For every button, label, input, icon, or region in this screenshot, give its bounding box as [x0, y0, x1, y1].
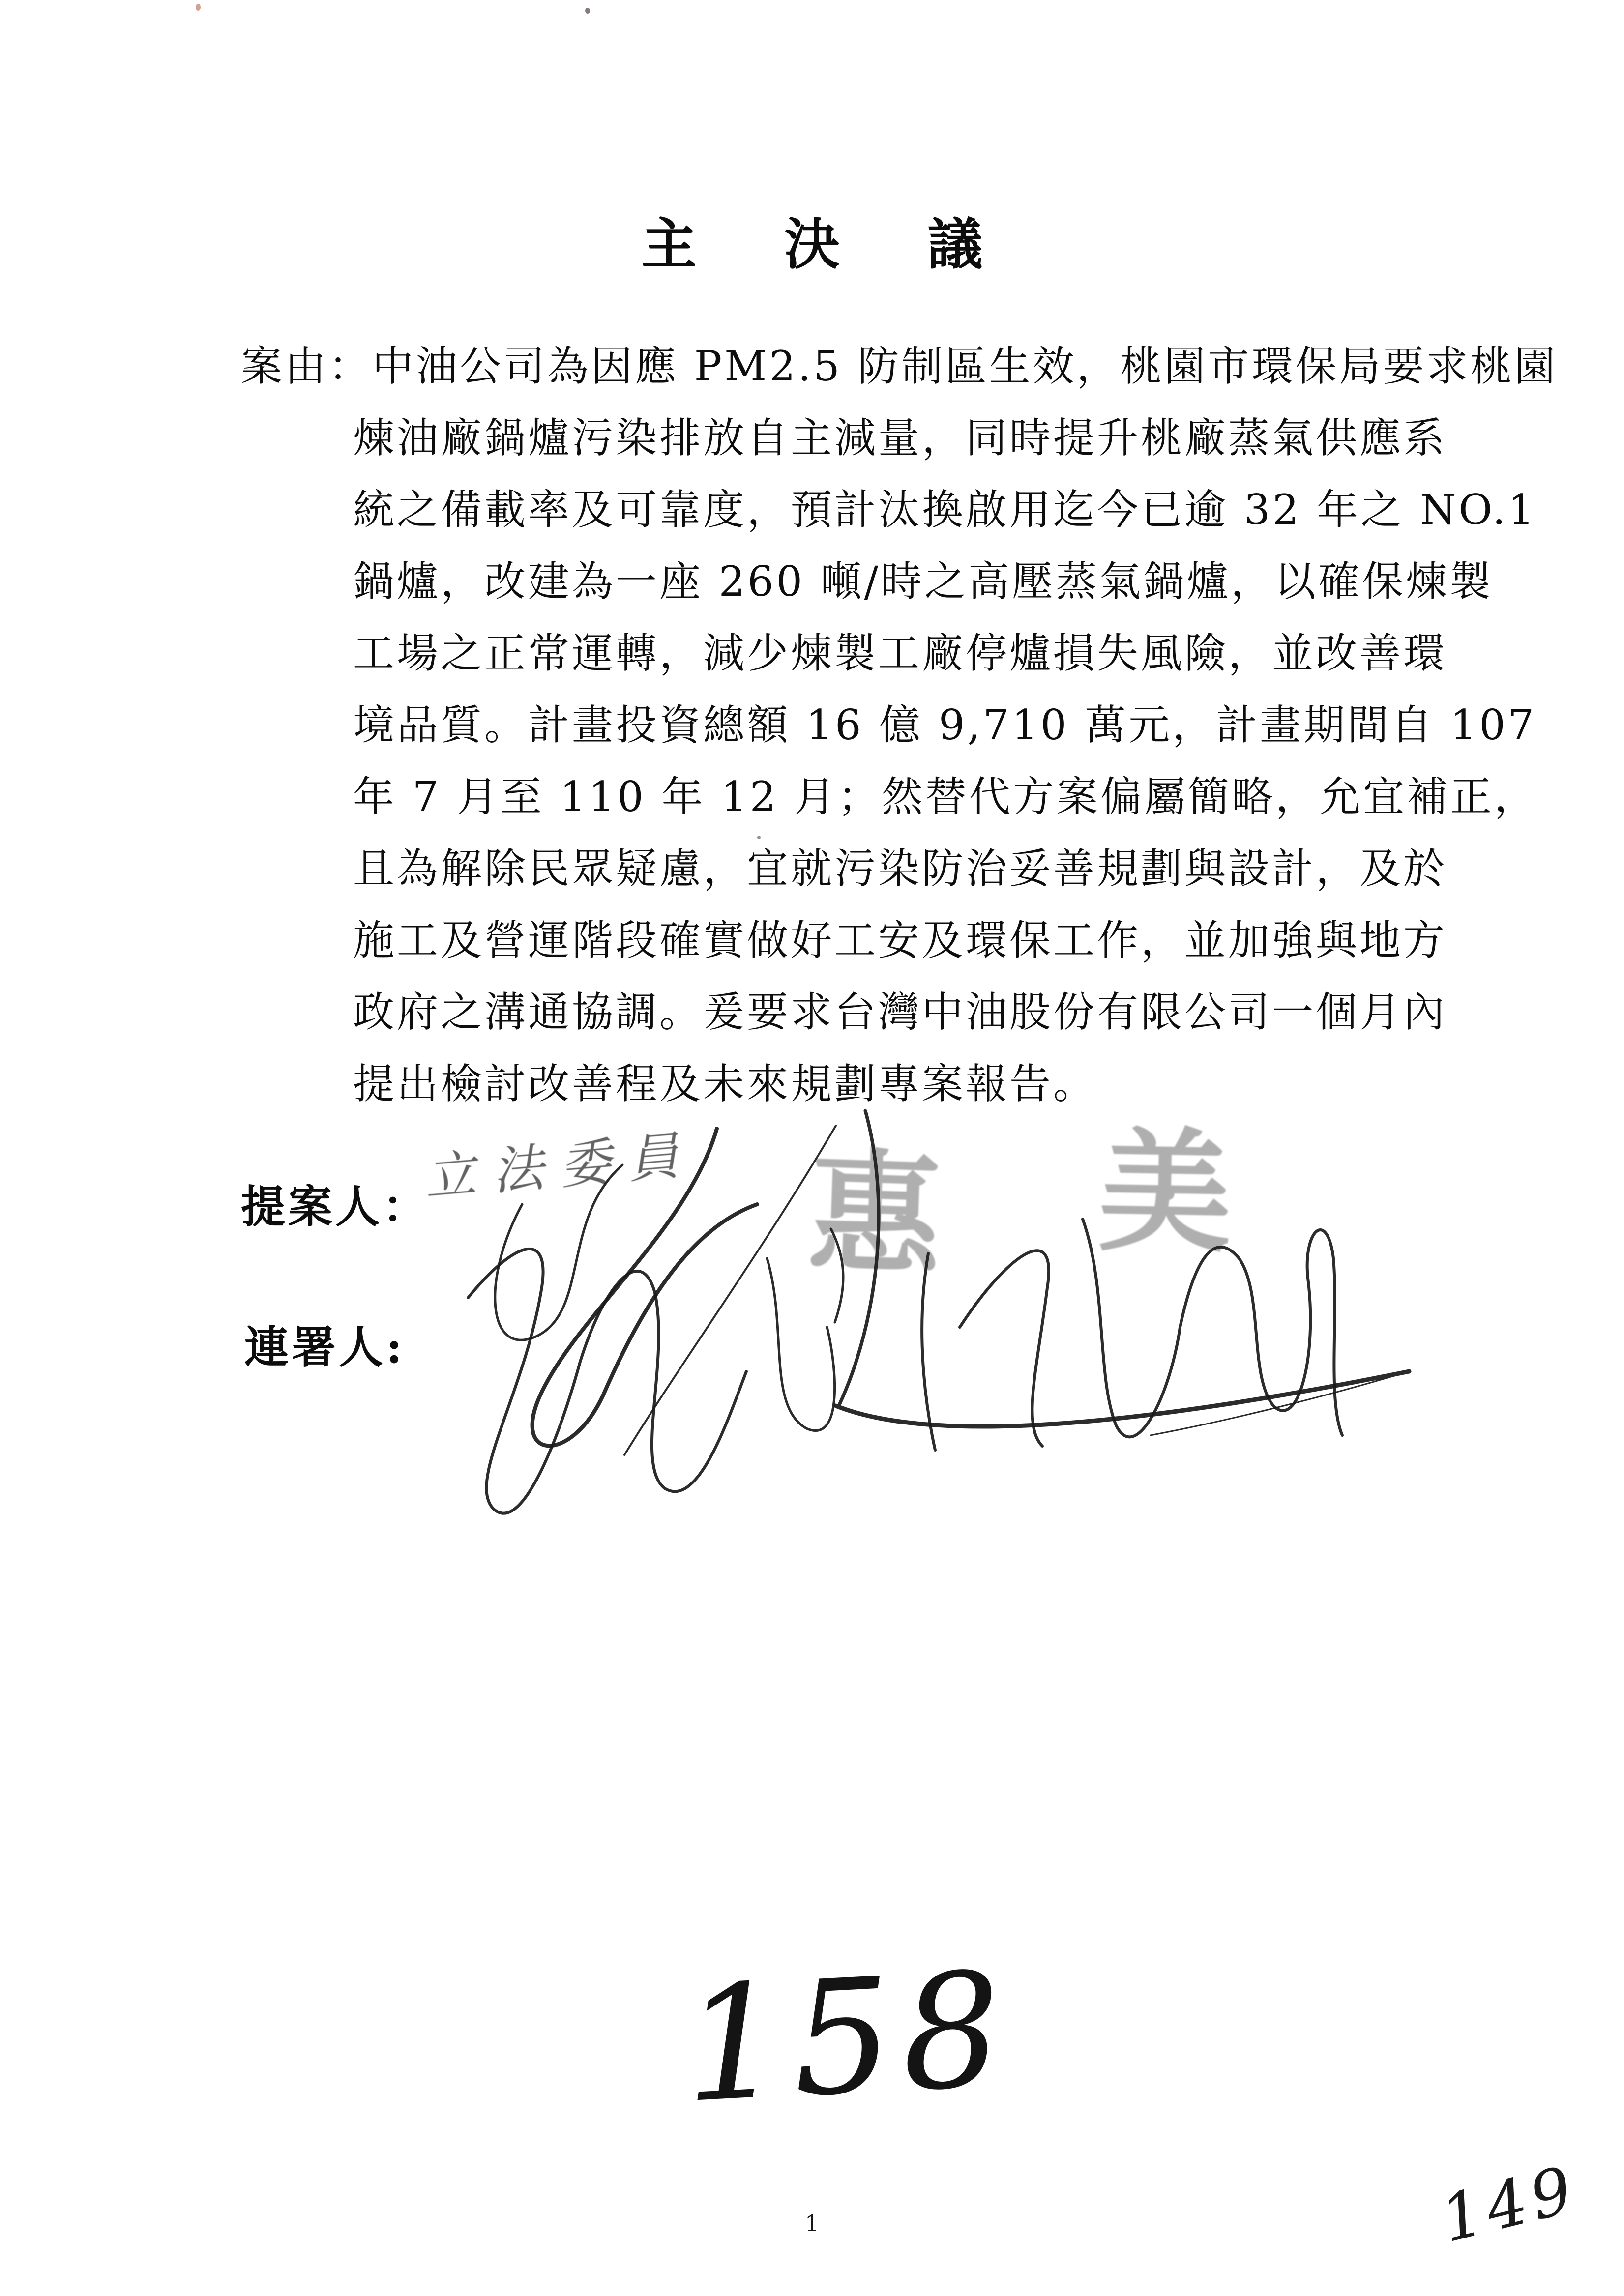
case-text-line: 境品質。計畫投資總額 16 億 9,710 萬元，計畫期間自 107 — [353, 701, 1537, 749]
case-text-line: 提出檢討改善程及未來規劃專案報告。 — [353, 1060, 1097, 1108]
handwritten-case-number: 158 — [679, 1938, 1015, 2138]
proposer-label: 提案人： — [241, 1181, 430, 1233]
signature-cosigner-1 — [468, 1229, 843, 1513]
case-text: 中油公司為因應 PM2.5 防制區生效，桃園市環保局要求桃園 — [372, 342, 1558, 390]
handwritten-corner-number: 149 — [1433, 2151, 1585, 2257]
cosigner-label: 連署人: — [244, 1321, 406, 1373]
case-body — [241, 330, 1558, 1120]
case-text-line — [241, 330, 1558, 402]
case-text-line: 工場之正常運轉，減少煉製工廠停爐損失風險，並改善環 — [353, 629, 1447, 677]
name-stamp-char: 美 — [1097, 1112, 1233, 1272]
scan-speck — [196, 4, 201, 11]
case-text-line: 煉油廠鍋爐污染排放自主減量，同時提升桃廠蒸氣供應系 — [353, 414, 1447, 462]
case-label: 案由： — [241, 342, 373, 390]
case-text-line: 政府之溝通協調。爰要求台灣中油股份有限公司一個月內 — [353, 988, 1447, 1036]
handwritten-legislator-title: 立法委員 — [422, 1124, 698, 1208]
signatures-overlay — [0, 1081, 1624, 1622]
case-text-line: 且為解除民眾疑慮，宜就污染防治妥善規劃與設計，及於 — [353, 844, 1447, 893]
scan-speck — [585, 8, 590, 14]
document-title: 主 決 議 — [641, 212, 1017, 277]
case-text-line: 施工及營運階段確實做好工安及環保工作，並加強與地方 — [353, 916, 1447, 964]
name-stamp-char: 惠 — [805, 1133, 944, 1295]
case-text-line: 統之備載率及可靠度，預計汰換啟用迄今已逾 32 年之 NO.1 — [353, 486, 1537, 534]
case-text-line: 鍋爐，改建為一座 260 噸/時之高壓蒸氣鍋爐，以確保煉製 — [353, 557, 1494, 606]
page-number: 1 — [804, 2210, 820, 2237]
case-text-line: 年 7 月至 110 年 12 月；然替代方案偏屬簡略，允宜補正， — [353, 773, 1538, 821]
